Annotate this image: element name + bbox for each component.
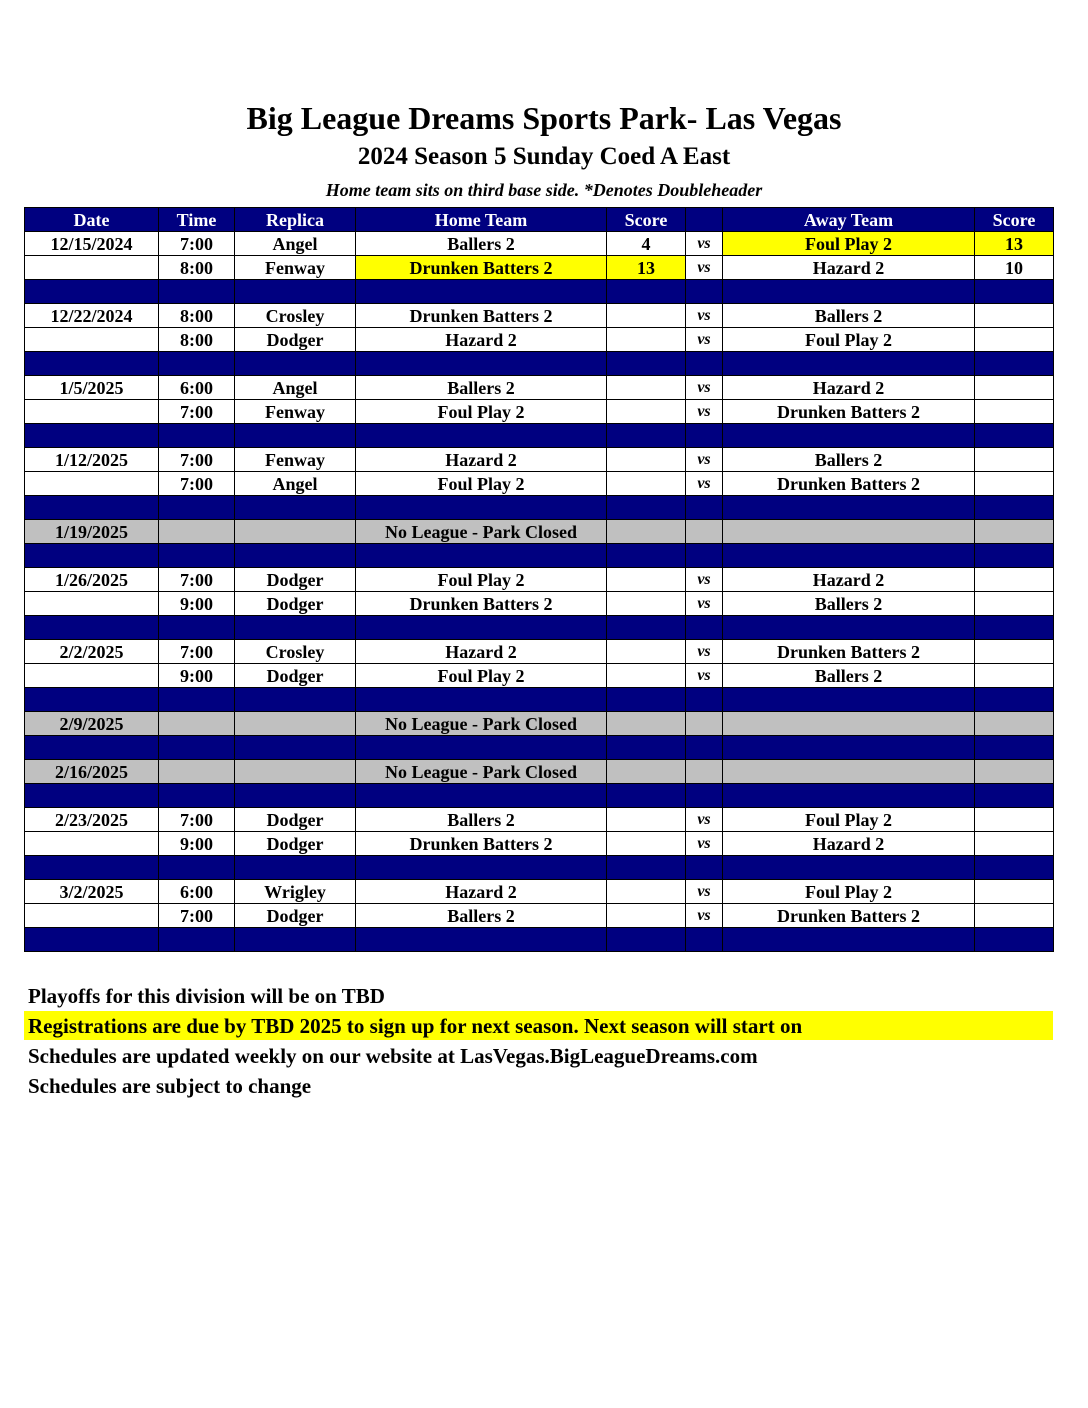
away-score-cell xyxy=(975,400,1054,424)
away-score-cell: 13 xyxy=(975,232,1054,256)
header-away-team: Away Team xyxy=(723,208,975,232)
spacer-cell xyxy=(159,856,235,880)
spacer-row xyxy=(25,928,1054,952)
away-team-cell: Ballers 2 xyxy=(723,304,975,328)
spacer-cell xyxy=(235,352,356,376)
empty-cell xyxy=(975,760,1054,784)
spacer-cell xyxy=(356,280,607,304)
time-cell xyxy=(159,712,235,736)
change-note: Schedules are subject to change xyxy=(28,1074,312,1098)
home-score-cell xyxy=(607,592,686,616)
closed-row xyxy=(25,712,1054,736)
time-cell: 7:00 xyxy=(159,568,235,592)
date-cell: 3/2/2025 xyxy=(25,880,159,904)
spacer-cell xyxy=(25,544,159,568)
spacer-cell xyxy=(975,688,1054,712)
replica-cell: Dodger xyxy=(235,664,356,688)
time-cell: 9:00 xyxy=(159,664,235,688)
date-cell: 1/12/2025 xyxy=(25,448,159,472)
spacer-cell xyxy=(686,616,723,640)
spacer-cell xyxy=(159,352,235,376)
home-score-cell xyxy=(607,568,686,592)
closed-label: No League - Park Closed xyxy=(356,712,607,736)
away-score-cell xyxy=(975,832,1054,856)
home-score-cell: 4 xyxy=(607,232,686,256)
game-row xyxy=(25,832,1054,856)
away-score-cell xyxy=(975,568,1054,592)
header-home-team: Home Team xyxy=(356,208,607,232)
spacer-cell xyxy=(975,736,1054,760)
away-team-cell: Foul Play 2 xyxy=(723,880,975,904)
time-cell: 7:00 xyxy=(159,472,235,496)
game-row xyxy=(25,904,1054,928)
spacer-cell xyxy=(159,688,235,712)
date-cell: 12/22/2024 xyxy=(25,304,159,328)
away-team-cell: Ballers 2 xyxy=(723,448,975,472)
spacer-cell xyxy=(975,856,1054,880)
away-score-cell xyxy=(975,448,1054,472)
spacer-cell xyxy=(723,784,975,808)
home-score-cell xyxy=(607,832,686,856)
replica-cell: Crosley xyxy=(235,304,356,328)
spacer-cell xyxy=(159,424,235,448)
spacer-cell xyxy=(975,544,1054,568)
time-cell xyxy=(159,760,235,784)
spacer-cell xyxy=(975,496,1054,520)
away-score-cell: 10 xyxy=(975,256,1054,280)
date-cell: 1/5/2025 xyxy=(25,376,159,400)
time-cell: 6:00 xyxy=(159,376,235,400)
away-team-cell: Ballers 2 xyxy=(723,592,975,616)
time-cell: 9:00 xyxy=(159,832,235,856)
page-subtitle: 2024 Season 5 Sunday Coed A East xyxy=(357,143,731,170)
spacer-row xyxy=(25,616,1054,640)
spacer-cell xyxy=(686,280,723,304)
home-team-cell: Hazard 2 xyxy=(356,448,607,472)
vs-cell: vs xyxy=(686,232,723,256)
date-cell xyxy=(25,592,159,616)
spacer-row xyxy=(25,280,1054,304)
spacer-cell xyxy=(235,424,356,448)
date-cell xyxy=(25,400,159,424)
home-team-cell: Ballers 2 xyxy=(356,376,607,400)
home-score-cell xyxy=(607,880,686,904)
spacer-cell xyxy=(686,352,723,376)
game-row xyxy=(25,664,1054,688)
game-row xyxy=(25,448,1054,472)
replica-cell xyxy=(235,520,356,544)
time-cell: 7:00 xyxy=(159,448,235,472)
date-cell xyxy=(25,904,159,928)
time-cell: 7:00 xyxy=(159,904,235,928)
closed-label: No League - Park Closed xyxy=(356,760,607,784)
spacer-cell xyxy=(25,424,159,448)
vs-cell: vs xyxy=(686,376,723,400)
home-team-cell: Drunken Batters 2 xyxy=(356,304,607,328)
spacer-cell xyxy=(686,688,723,712)
home-team-cell: Ballers 2 xyxy=(356,232,607,256)
spacer-cell xyxy=(607,928,686,952)
replica-cell: Crosley xyxy=(235,640,356,664)
home-team-cell: Foul Play 2 xyxy=(356,664,607,688)
spacer-cell xyxy=(607,544,686,568)
spacer-cell xyxy=(686,784,723,808)
home-team-cell: Hazard 2 xyxy=(356,880,607,904)
away-score-cell xyxy=(975,304,1054,328)
header-away-score: Score xyxy=(975,208,1054,232)
time-cell: 7:00 xyxy=(159,640,235,664)
replica-cell: Dodger xyxy=(235,808,356,832)
spacer-cell xyxy=(25,280,159,304)
game-row xyxy=(25,640,1054,664)
away-team-cell: Hazard 2 xyxy=(723,832,975,856)
spacer-cell xyxy=(159,928,235,952)
spacer-cell xyxy=(235,928,356,952)
vs-cell: vs xyxy=(686,664,723,688)
away-team-cell: Drunken Batters 2 xyxy=(723,640,975,664)
spacer-cell xyxy=(235,736,356,760)
vs-cell: vs xyxy=(686,448,723,472)
date-cell: 2/23/2025 xyxy=(25,808,159,832)
date-cell: 2/9/2025 xyxy=(25,712,159,736)
spacer-cell xyxy=(723,544,975,568)
spacer-cell xyxy=(975,424,1054,448)
empty-cell xyxy=(723,712,975,736)
vs-cell: vs xyxy=(686,640,723,664)
away-team-cell: Drunken Batters 2 xyxy=(723,400,975,424)
vs-cell: vs xyxy=(686,328,723,352)
date-cell: 2/2/2025 xyxy=(25,640,159,664)
home-team-cell: Foul Play 2 xyxy=(356,472,607,496)
spacer-cell xyxy=(235,688,356,712)
home-score-cell xyxy=(607,304,686,328)
game-row xyxy=(25,808,1054,832)
away-team-cell: Foul Play 2 xyxy=(723,328,975,352)
away-team-cell: Drunken Batters 2 xyxy=(723,472,975,496)
spacer-cell xyxy=(607,496,686,520)
time-cell: 7:00 xyxy=(159,808,235,832)
spacer-cell xyxy=(25,928,159,952)
schedule-note: Home team sits on third base side. *Denotes Doubleheader xyxy=(325,180,763,200)
replica-cell: Wrigley xyxy=(235,880,356,904)
spacer-cell xyxy=(356,616,607,640)
date-cell: 1/19/2025 xyxy=(25,520,159,544)
date-cell xyxy=(25,832,159,856)
away-score-cell xyxy=(975,592,1054,616)
spacer-cell xyxy=(25,616,159,640)
vs-cell: vs xyxy=(686,400,723,424)
vs-cell: vs xyxy=(686,256,723,280)
away-score-cell xyxy=(975,328,1054,352)
away-team-cell: Ballers 2 xyxy=(723,664,975,688)
page-title: Big League Dreams Sports Park- Las Vegas xyxy=(246,100,842,136)
spacer-cell xyxy=(356,496,607,520)
spacer-cell xyxy=(723,616,975,640)
home-team-cell: Drunken Batters 2 xyxy=(356,832,607,856)
spacer-cell xyxy=(25,496,159,520)
vs-cell: vs xyxy=(686,808,723,832)
spacer-row xyxy=(25,784,1054,808)
spacer-row xyxy=(25,736,1054,760)
spacer-cell xyxy=(686,496,723,520)
spacer-cell xyxy=(356,928,607,952)
spacer-cell xyxy=(686,424,723,448)
spacer-cell xyxy=(723,280,975,304)
game-row xyxy=(25,592,1054,616)
home-score-cell: 13 xyxy=(607,256,686,280)
time-cell: 8:00 xyxy=(159,328,235,352)
empty-cell xyxy=(607,712,686,736)
spacer-row xyxy=(25,688,1054,712)
away-score-cell xyxy=(975,904,1054,928)
spacer-cell xyxy=(723,424,975,448)
time-cell xyxy=(159,520,235,544)
home-team-cell: Drunken Batters 2 xyxy=(356,592,607,616)
spacer-cell xyxy=(723,496,975,520)
home-team-cell: Ballers 2 xyxy=(356,808,607,832)
spacer-cell xyxy=(356,544,607,568)
away-team-cell: Hazard 2 xyxy=(723,256,975,280)
date-cell: 12/15/2024 xyxy=(25,232,159,256)
registration-note: Registrations are due by TBD 2025 to sign up for next season. Next season will start on xyxy=(28,1014,803,1038)
home-team-cell: Foul Play 2 xyxy=(356,400,607,424)
game-row xyxy=(25,232,1054,256)
header-vs xyxy=(686,208,723,232)
spacer-cell xyxy=(607,688,686,712)
spacer-cell xyxy=(25,856,159,880)
replica-cell: Fenway xyxy=(235,400,356,424)
vs-cell: vs xyxy=(686,832,723,856)
home-team-cell: Hazard 2 xyxy=(356,328,607,352)
time-cell: 7:00 xyxy=(159,232,235,256)
spacer-cell xyxy=(356,424,607,448)
spacer-cell xyxy=(235,544,356,568)
home-team-cell: Hazard 2 xyxy=(356,640,607,664)
spacer-cell xyxy=(159,736,235,760)
spacer-cell xyxy=(607,856,686,880)
away-team-cell: Foul Play 2 xyxy=(723,232,975,256)
spacer-cell xyxy=(25,352,159,376)
replica-cell: Fenway xyxy=(235,448,356,472)
spacer-cell xyxy=(686,856,723,880)
replica-cell: Dodger xyxy=(235,904,356,928)
home-team-cell: Ballers 2 xyxy=(356,904,607,928)
spacer-cell xyxy=(356,352,607,376)
spacer-cell xyxy=(607,616,686,640)
away-score-cell xyxy=(975,472,1054,496)
game-row xyxy=(25,256,1054,280)
time-cell: 8:00 xyxy=(159,256,235,280)
spacer-cell xyxy=(975,784,1054,808)
time-cell: 9:00 xyxy=(159,592,235,616)
spacer-cell xyxy=(235,784,356,808)
spacer-row xyxy=(25,496,1054,520)
home-score-cell xyxy=(607,640,686,664)
game-row xyxy=(25,400,1054,424)
spacer-cell xyxy=(159,280,235,304)
schedule-table xyxy=(24,207,1054,952)
home-score-cell xyxy=(607,328,686,352)
empty-cell xyxy=(607,520,686,544)
spacer-row xyxy=(25,856,1054,880)
playoffs-note: Playoffs for this division will be on TBD xyxy=(28,984,385,1008)
spacer-cell xyxy=(723,856,975,880)
replica-cell xyxy=(235,712,356,736)
spacer-cell xyxy=(723,736,975,760)
date-cell xyxy=(25,256,159,280)
game-row xyxy=(25,376,1054,400)
spacer-row xyxy=(25,544,1054,568)
empty-cell xyxy=(723,760,975,784)
replica-cell: Dodger xyxy=(235,568,356,592)
home-score-cell xyxy=(607,472,686,496)
spacer-cell xyxy=(607,352,686,376)
replica-cell: Dodger xyxy=(235,592,356,616)
game-row xyxy=(25,472,1054,496)
empty-cell xyxy=(975,712,1054,736)
spacer-cell xyxy=(25,688,159,712)
away-team-cell: Hazard 2 xyxy=(723,376,975,400)
date-cell xyxy=(25,328,159,352)
spacer-cell xyxy=(975,352,1054,376)
home-team-cell: Foul Play 2 xyxy=(356,568,607,592)
time-cell: 8:00 xyxy=(159,304,235,328)
away-score-cell xyxy=(975,880,1054,904)
home-score-cell xyxy=(607,448,686,472)
replica-cell: Dodger xyxy=(235,832,356,856)
spacer-cell xyxy=(235,496,356,520)
spacer-row xyxy=(25,352,1054,376)
closed-label: No League - Park Closed xyxy=(356,520,607,544)
spacer-cell xyxy=(235,856,356,880)
spacer-cell xyxy=(356,688,607,712)
spacer-cell xyxy=(235,280,356,304)
spacer-cell xyxy=(686,736,723,760)
spacer-cell xyxy=(356,736,607,760)
spacer-cell xyxy=(356,784,607,808)
spacer-cell xyxy=(975,928,1054,952)
away-team-cell: Foul Play 2 xyxy=(723,808,975,832)
empty-cell xyxy=(686,520,723,544)
spacer-cell xyxy=(607,784,686,808)
spacer-cell xyxy=(159,544,235,568)
replica-cell: Angel xyxy=(235,472,356,496)
date-cell xyxy=(25,472,159,496)
away-score-cell xyxy=(975,664,1054,688)
replica-cell: Angel xyxy=(235,232,356,256)
replica-cell xyxy=(235,760,356,784)
spacer-cell xyxy=(25,736,159,760)
spacer-cell xyxy=(356,856,607,880)
away-score-cell xyxy=(975,808,1054,832)
empty-cell xyxy=(723,520,975,544)
spacer-row xyxy=(25,424,1054,448)
table-header xyxy=(25,208,1054,232)
vs-cell: vs xyxy=(686,592,723,616)
home-score-cell xyxy=(607,376,686,400)
header-replica: Replica xyxy=(235,208,356,232)
date-cell xyxy=(25,664,159,688)
spacer-cell xyxy=(159,496,235,520)
website-note: Schedules are updated weekly on our website at LasVegas.BigLeagueDreams.com xyxy=(28,1044,758,1068)
game-row xyxy=(25,880,1054,904)
game-row xyxy=(25,328,1054,352)
closed-row xyxy=(25,520,1054,544)
away-score-cell xyxy=(975,640,1054,664)
away-team-cell: Hazard 2 xyxy=(723,568,975,592)
home-team-cell: Drunken Batters 2 xyxy=(356,256,607,280)
spacer-cell xyxy=(235,616,356,640)
spacer-cell xyxy=(25,784,159,808)
replica-cell: Dodger xyxy=(235,328,356,352)
spacer-cell xyxy=(607,736,686,760)
vs-cell: vs xyxy=(686,904,723,928)
date-cell: 1/26/2025 xyxy=(25,568,159,592)
home-score-cell xyxy=(607,400,686,424)
spacer-cell xyxy=(975,616,1054,640)
vs-cell: vs xyxy=(686,568,723,592)
game-row xyxy=(25,568,1054,592)
away-team-cell: Drunken Batters 2 xyxy=(723,904,975,928)
header-date: Date xyxy=(25,208,159,232)
spacer-cell xyxy=(159,616,235,640)
away-score-cell xyxy=(975,376,1054,400)
empty-cell xyxy=(975,520,1054,544)
spacer-cell xyxy=(607,424,686,448)
vs-cell: vs xyxy=(686,472,723,496)
empty-cell xyxy=(686,712,723,736)
spacer-cell xyxy=(723,352,975,376)
header-home-score: Score xyxy=(607,208,686,232)
vs-cell: vs xyxy=(686,304,723,328)
time-cell: 6:00 xyxy=(159,880,235,904)
spacer-cell xyxy=(686,544,723,568)
spacer-cell xyxy=(723,928,975,952)
empty-cell xyxy=(607,760,686,784)
empty-cell xyxy=(686,760,723,784)
spacer-cell xyxy=(607,280,686,304)
game-row xyxy=(25,304,1054,328)
home-score-cell xyxy=(607,904,686,928)
home-score-cell xyxy=(607,808,686,832)
closed-row xyxy=(25,760,1054,784)
date-cell: 2/16/2025 xyxy=(25,760,159,784)
spacer-cell xyxy=(723,688,975,712)
spacer-cell xyxy=(975,280,1054,304)
spacer-cell xyxy=(159,784,235,808)
replica-cell: Angel xyxy=(235,376,356,400)
header-time: Time xyxy=(159,208,235,232)
spacer-cell xyxy=(686,928,723,952)
time-cell: 7:00 xyxy=(159,400,235,424)
vs-cell: vs xyxy=(686,880,723,904)
home-score-cell xyxy=(607,664,686,688)
replica-cell: Fenway xyxy=(235,256,356,280)
